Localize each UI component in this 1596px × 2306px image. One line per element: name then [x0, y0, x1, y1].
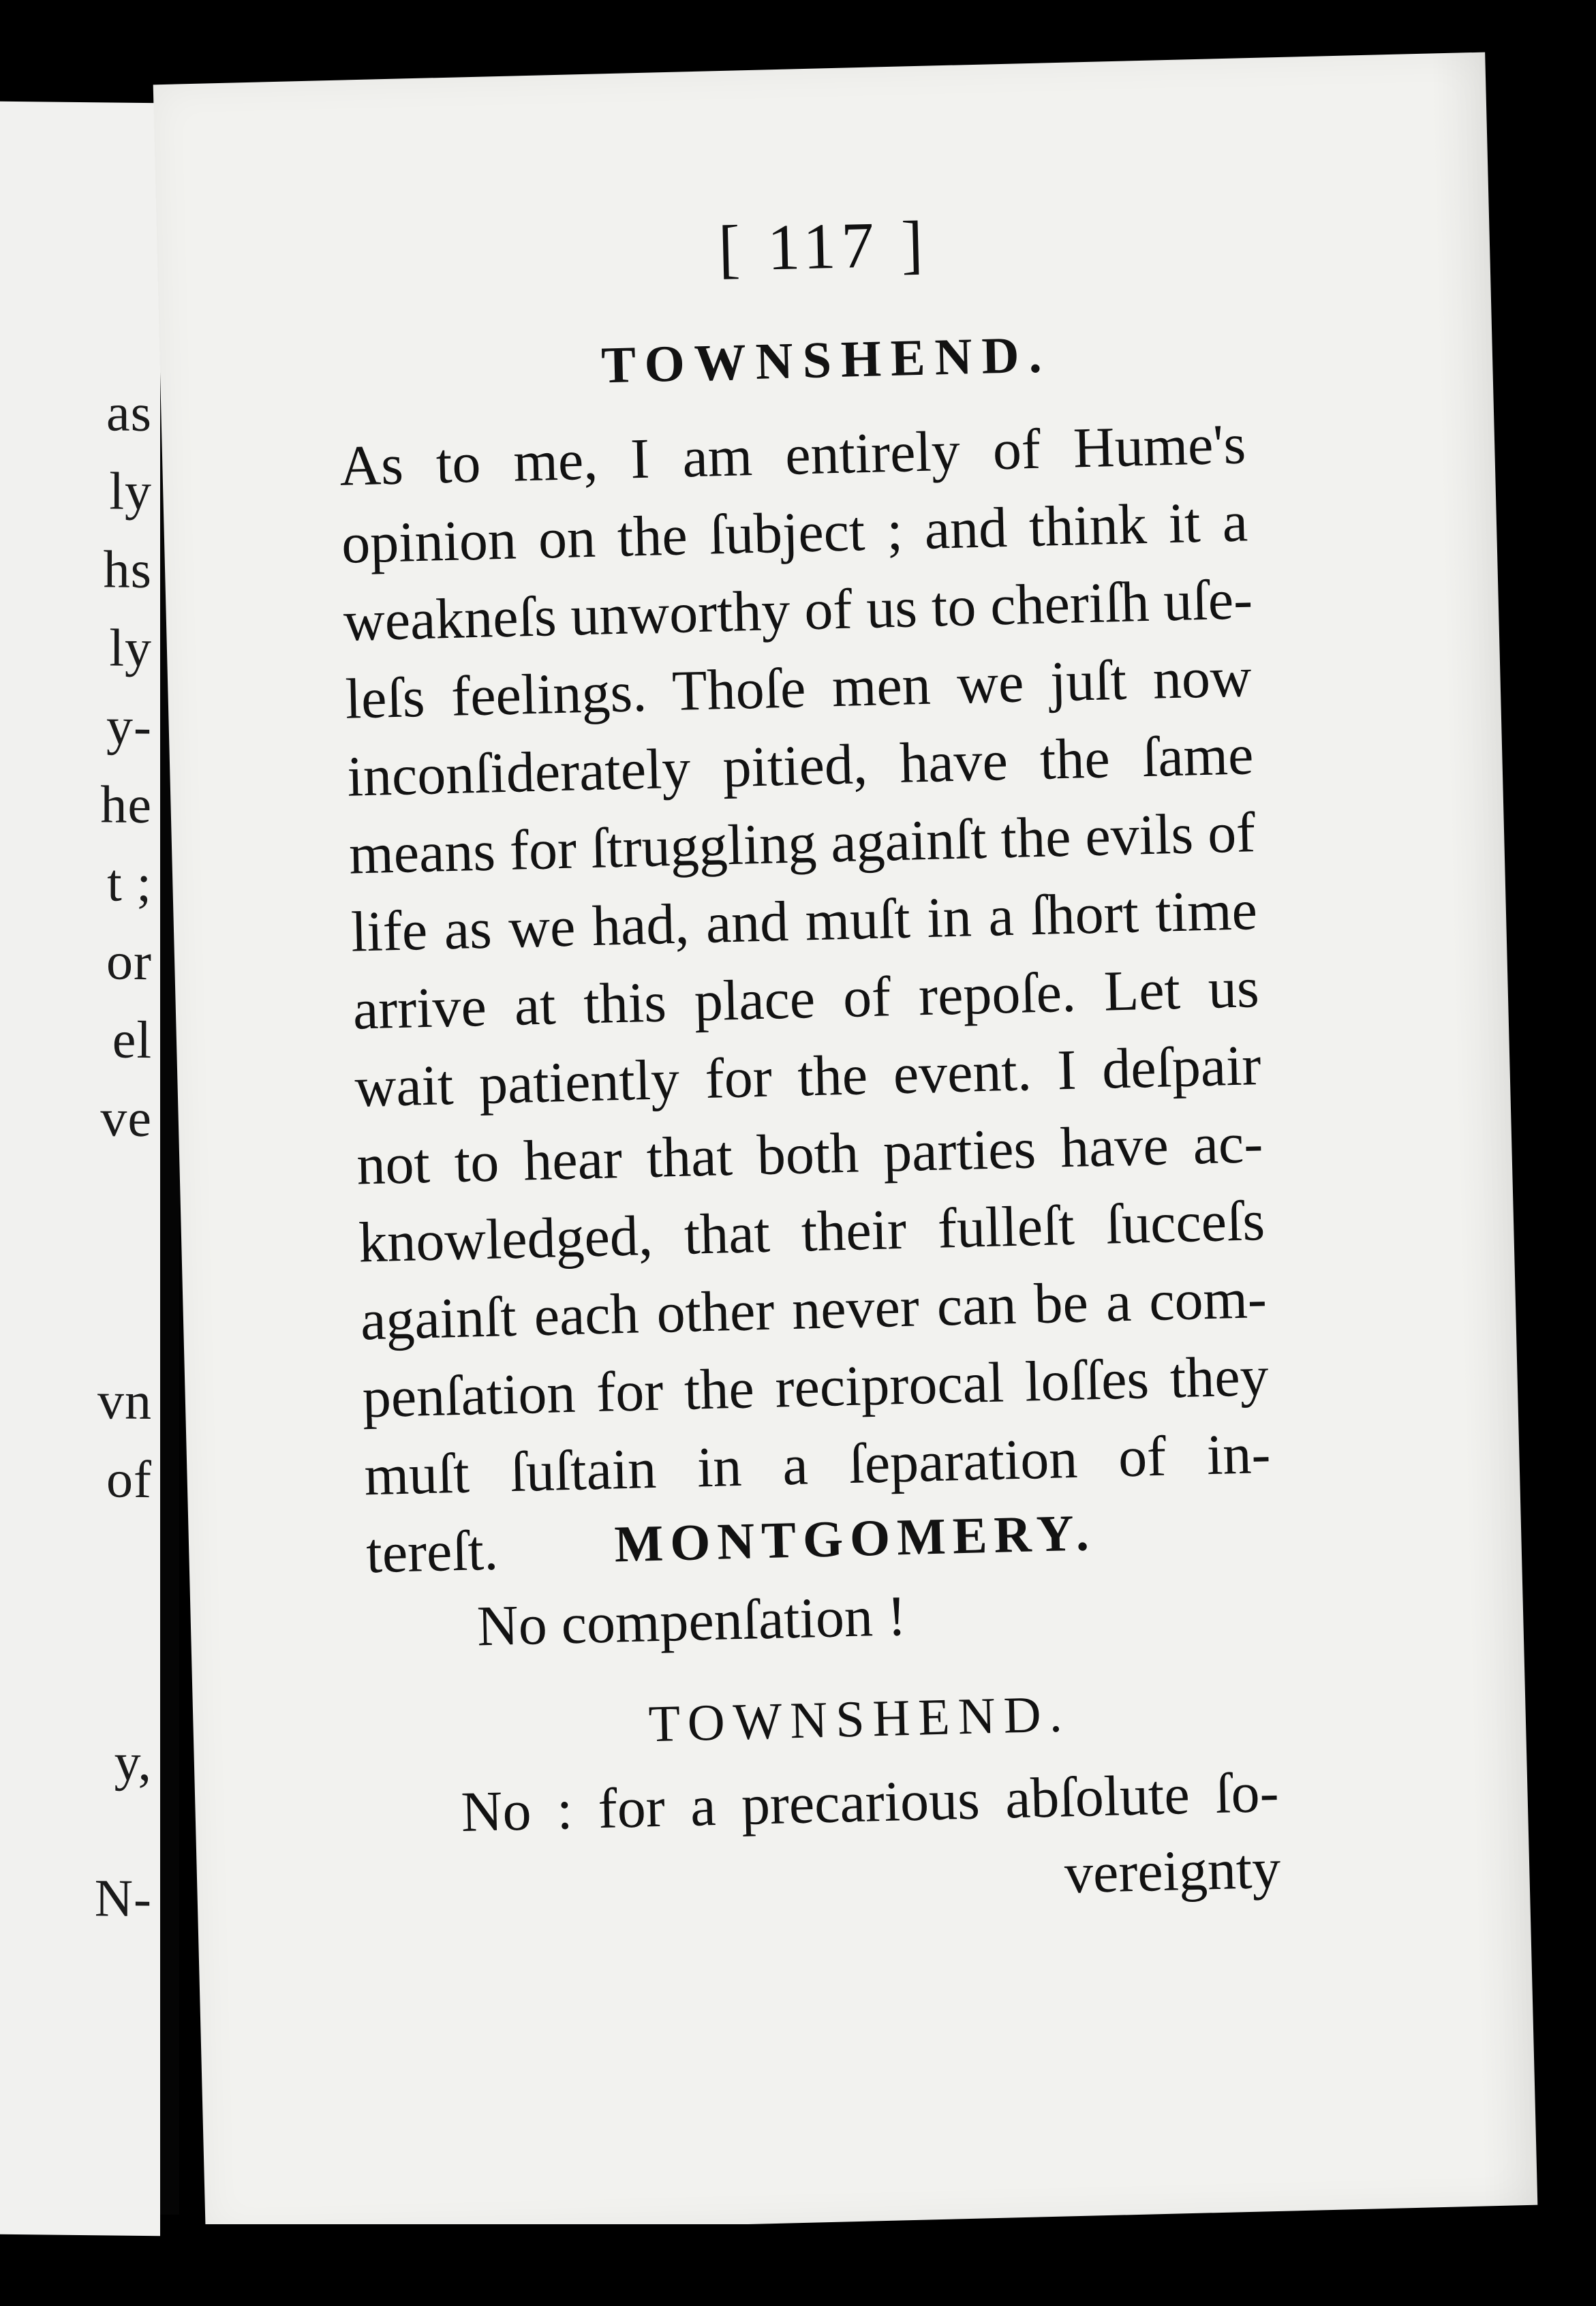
speech-paragraph	[460, 1755, 1281, 1927]
text-line: inconſiderately pitied, have the ſame	[346, 723, 1255, 809]
text-line: not to hear that both parties have ac-	[356, 1111, 1264, 1197]
speaker-heading: TOWNSHEND.	[647, 1685, 1071, 1753]
facing-page-text: ve	[100, 1088, 152, 1148]
speaker-heading: MONTGOMERY.	[613, 1504, 1096, 1573]
text-line: leſs feelings. Thoſe men we juſt now	[344, 645, 1253, 731]
facing-page-text: y,	[114, 1732, 152, 1792]
text-line: opinion on the ſubject ; and think it a	[341, 490, 1248, 576]
facing-page-text: or	[106, 931, 152, 991]
facing-page-text: as	[106, 382, 152, 443]
facing-page-text: y-	[106, 696, 152, 756]
facing-page-text: N-	[94, 1868, 152, 1928]
text-line: arrive at this place of repoſe. Let us	[352, 956, 1260, 1042]
facing-page-text: ly	[109, 617, 152, 678]
text-line: knowledged, that their fulleſt ſucceſs	[358, 1189, 1266, 1275]
text-line: As to me, I am entirely of Hume's	[339, 412, 1247, 498]
text-line: weakneſs unworthy of us to cheriſh uſe-	[342, 568, 1254, 654]
facing-page-text: hs	[103, 539, 152, 600]
facing-page-text: of	[106, 1449, 152, 1509]
book-page	[153, 52, 1538, 2238]
text-line: No : for a precarious abſolute ſo-	[460, 1760, 1280, 1845]
text-line: penſation for the reciprocal loſſes they	[361, 1344, 1270, 1430]
text-line: muſt ſuſtain in a ſeparation of in-	[363, 1421, 1272, 1508]
facing-page-text: he	[100, 774, 152, 835]
text-line: life as we had, and muſt in a ſhort time	[350, 878, 1258, 964]
text-line: means for ſtruggling againſt the evils of	[348, 801, 1257, 887]
text-line: wait patiently for the event. I deſpair	[354, 1034, 1262, 1120]
facing-page-text: ly	[109, 461, 152, 521]
speaker-heading: TOWNSHEND.	[600, 326, 1052, 395]
text-line: tereſt.	[365, 1518, 500, 1586]
catchword: vereignty	[1063, 1836, 1282, 1906]
text-line: againſt each other never can be a com-	[359, 1266, 1268, 1353]
scan-border	[179, 2224, 1596, 2306]
facing-page-text: t ;	[107, 852, 152, 913]
page-number: [ 117 ]	[717, 206, 930, 286]
facing-page-text: vn	[97, 1370, 152, 1431]
facing-page-text: el	[112, 1009, 152, 1070]
speech-paragraph	[339, 405, 1273, 1593]
facing-page-fragment	[0, 102, 160, 2236]
speech-line: No compenſation !	[476, 1584, 907, 1659]
